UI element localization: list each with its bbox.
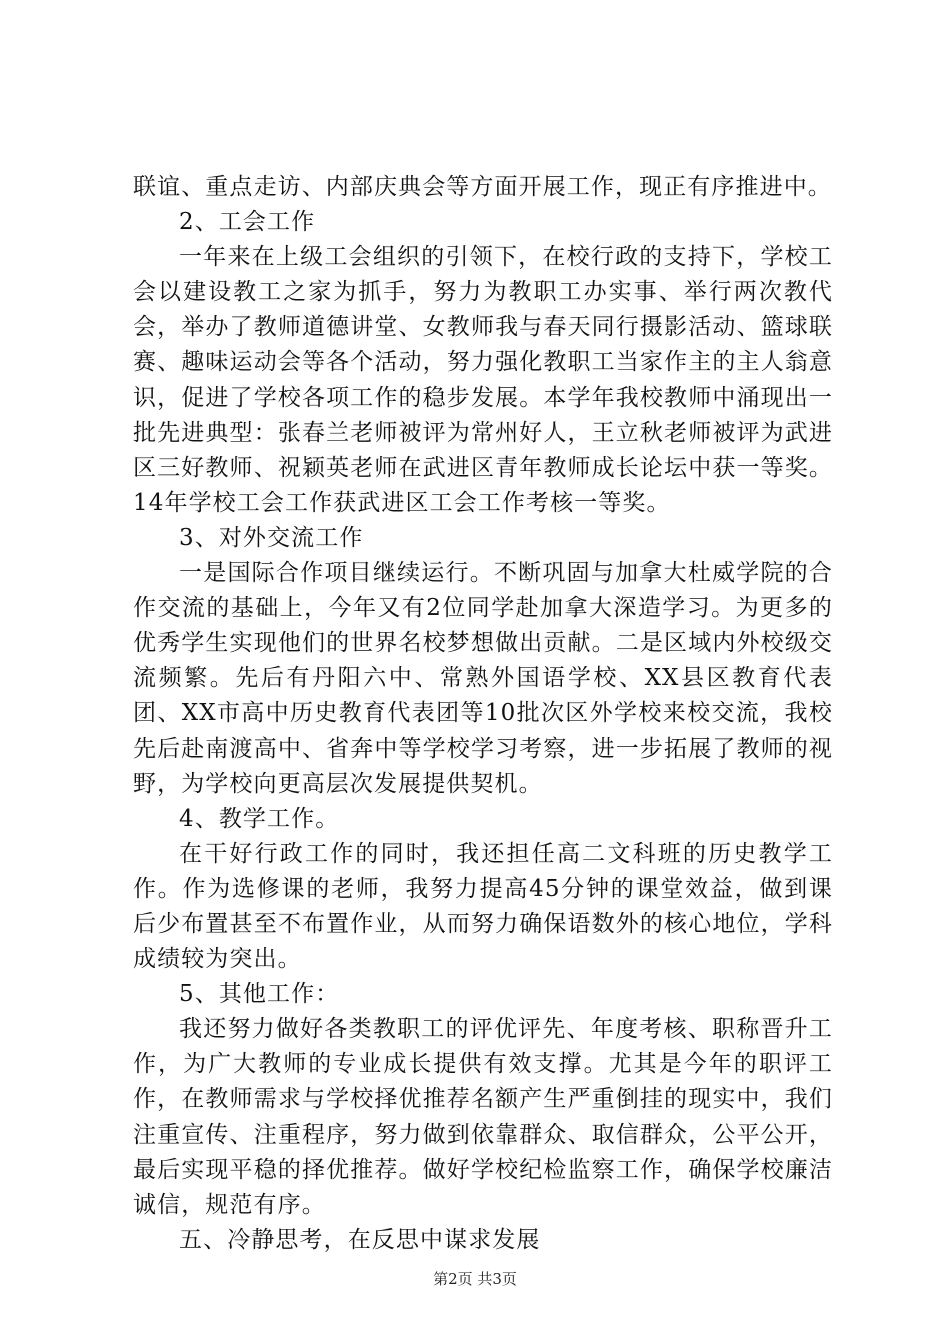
section-heading-reflection: 五、冷静思考，在反思中谋求发展 bbox=[179, 1226, 541, 1253]
paragraph-teaching-work: 在干好行政工作的同时，我还担任高二文科班的历史教学工作。作为选修课的老师，我努力提高45分钟的课堂效益，做到课后少布置甚至不布置作业，从而努力确保语数外的核心地位，学科成绩较为突出。 bbox=[133, 840, 833, 973]
paragraph-other-work: 我还努力做好各类教职工的评优评先、年度考核、职称晋升工作，为广大教师的专业成长提供有效支撑。尤其是今年的职评工作，在教师需求与学校择优推荐名额产生严重倒挂的现实中，我们注重宣传、注重程序，努力做到依靠群众、取信群众，公平公开，最后实现平稳的择优推荐。做好学校纪检监察工作，确保学校廉洁诚信，规范有序。 bbox=[133, 1016, 833, 1218]
section-heading-teaching-work: 4、教学工作。 bbox=[179, 805, 340, 832]
paragraph-union-work: 一年来在上级工会组织的引领下，在校行政的支持下，学校工会以建设教工之家为抓手，努力为教职工办实事、举行两次教代会，举办了教师道德讲堂、女教师我与春天同行摄影活动、篮球联赛、趣味运动会等各个活动，努力强化教职工当家作主的主人翁意识，促进了学校各项工作的稳步发展。本学年我校教师中涌现出一批先进典型：张春兰老师被评为常州好人，王立秋老师被评为武进区三好教师、祝颖英老师在武进区青年教师成长论坛中获一等奖。14年学校工会工作获武进区工会工作考核一等奖。 bbox=[133, 244, 833, 516]
section-heading-other-work: 5、其他工作： bbox=[179, 981, 340, 1008]
paragraph-continuation: 联谊、重点走访、内部庆典会等方面开展工作，现正有序推进中。 bbox=[133, 174, 832, 200]
section-heading-external-exchange: 3、对外交流工作 bbox=[179, 524, 364, 551]
paragraph-external-exchange: 一是国际合作项目继续运行。不断巩固与加拿大杜威学院的合作交流的基础上，今年又有2位同学赴加拿大深造学习。为更多的优秀学生实现他们的世界名校梦想做出贡献。二是区域内外校级交流频繁。先后有丹阳六中、常熟外国语学校、XX县区教育代表团、XX市高中历史教育代表团等10批次区外学校来校交流，我校先后赴南渡高中、省奔中等学校学习考察，进一步拓展了教师的视野，为学校向更高层次发展提供契机。 bbox=[133, 560, 833, 797]
section-heading-union-work: 2、工会工作 bbox=[179, 209, 316, 236]
document-body bbox=[133, 170, 833, 1258]
page-number-footer: 第2页 共3页 bbox=[433, 1270, 517, 1288]
